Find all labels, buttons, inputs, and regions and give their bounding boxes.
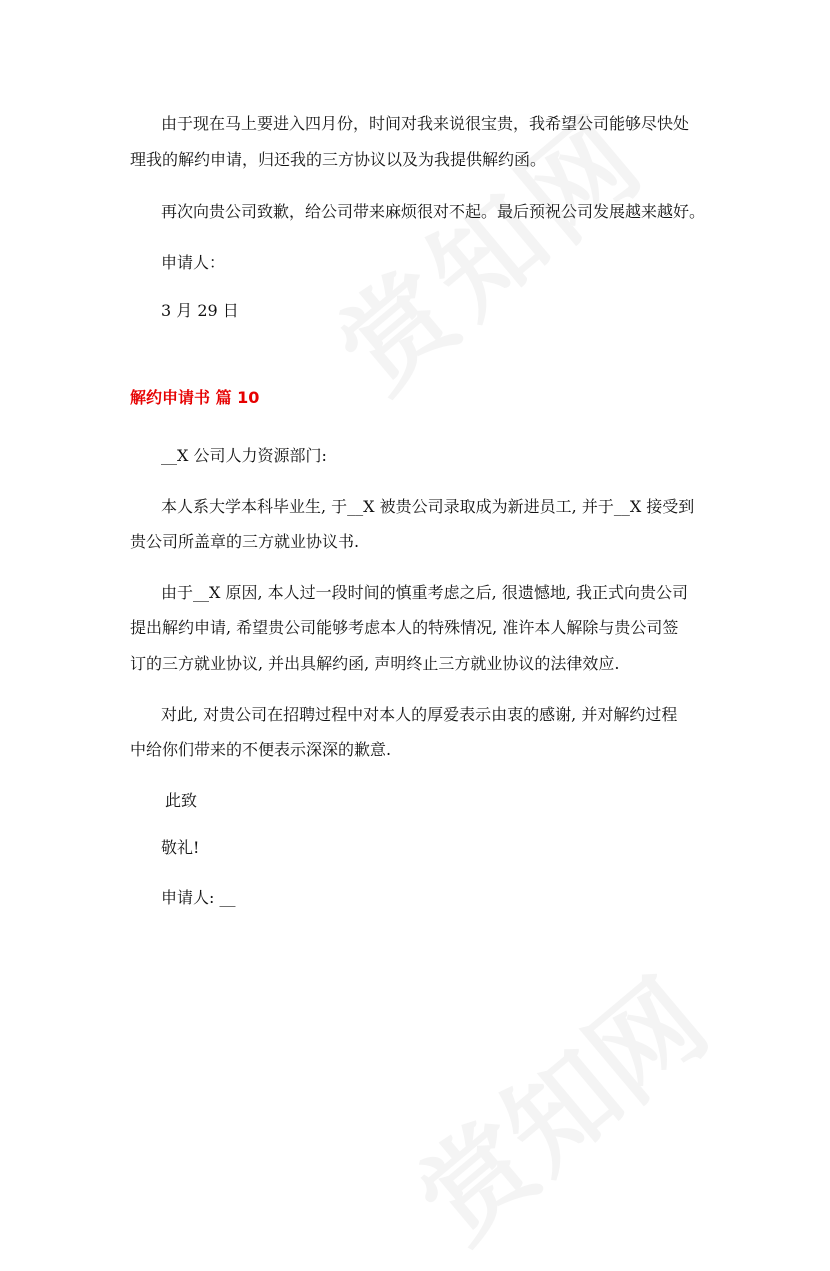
applicant-label: 申请人： (161, 253, 226, 272)
closing-line: 此致 (165, 791, 198, 810)
section-heading: 解约申请书 篇 10 (130, 388, 260, 407)
watermark-bottom (380, 938, 734, 1271)
salutation: __X 公司人力资源部门: (161, 446, 327, 465)
paragraph-line: 贵公司所盖章的三方就业协议书. (130, 532, 360, 551)
paragraph-line: 订的三方就业协议, 并出具解约函, 声明终止三方就业协议的法律效应. (130, 654, 620, 673)
paragraph-line: 提出解约申请, 希望贵公司能够考虑本人的特殊情况, 准许本人解除与贵公司签 (130, 618, 679, 637)
paragraph-line: 由于__X 原因, 本人过一段时间的慎重考虑之后, 很遗憾地, 我正式向贵公司 (161, 583, 688, 602)
paragraph-line: 再次向贵公司致歉，给公司带来麻烦很对不起。最后预祝公司发展越来越好。 (161, 202, 706, 221)
paragraph-line: 中给你们带来的不便表示深深的歉意. (130, 740, 392, 759)
paragraph-line: 对此, 对贵公司在招聘过程中对本人的厚爱表示由衷的感谢, 并对解约过程 (161, 705, 678, 724)
paragraph-line: 由于现在马上要进入四月份，时间对我来说很宝贵，我希望公司能够尽快处 (161, 114, 690, 133)
closing-line: 敬礼! (161, 838, 200, 857)
date-line: 3 月 29 日 (161, 301, 239, 320)
paragraph-line: 理我的解约申请，归还我的三方协议以及为我提供解约函。 (130, 150, 547, 169)
applicant-label: 申请人: __ (161, 888, 236, 907)
paragraph-line: 本人系大学本科毕业生, 于__X 被贵公司录取成为新进员工, 并于__X 接受到 (161, 497, 695, 516)
